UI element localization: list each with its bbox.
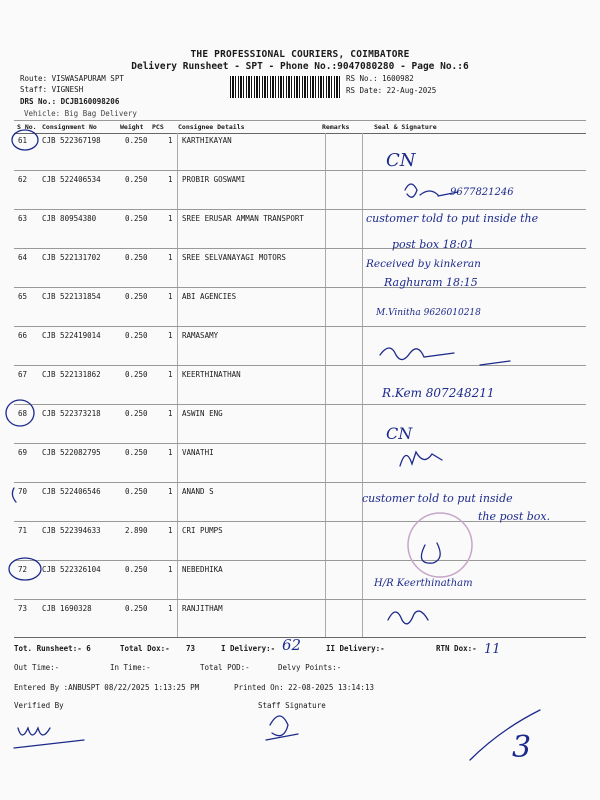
row-consignment: CJB 522373218 bbox=[42, 409, 101, 418]
total-dox-value: 73 bbox=[186, 644, 196, 653]
row-weight: 0.250 bbox=[125, 409, 148, 418]
rs-number: RS No.: 1600982 bbox=[346, 74, 414, 83]
row-sno: 63 bbox=[18, 214, 28, 223]
staff-signature-label: Staff Signature bbox=[258, 701, 326, 710]
row-pcs: 1 bbox=[168, 175, 173, 184]
row-sno: 69 bbox=[18, 448, 28, 457]
handwritten-note: customer told to put inside the bbox=[366, 212, 539, 225]
in-time: In Time:- bbox=[110, 663, 151, 672]
row-consignee: SREE SELVANAYAGI MOTORS bbox=[182, 253, 286, 262]
row-consignment: CJB 80954380 bbox=[42, 214, 97, 223]
handwritten-note: Raghuram 18:15 bbox=[384, 276, 478, 289]
col-pcs: PCS bbox=[152, 123, 164, 131]
row-weight: 0.250 bbox=[125, 604, 148, 613]
row-consignment: CJB 522367198 bbox=[42, 136, 101, 145]
row-pcs: 1 bbox=[168, 292, 173, 301]
handwritten-note: post box 18:01 bbox=[392, 238, 475, 251]
row-weight: 0.250 bbox=[125, 292, 148, 301]
row-weight: 0.250 bbox=[125, 448, 148, 457]
row-consignee: KEERTHINATHAN bbox=[182, 370, 241, 379]
row-pcs: 1 bbox=[168, 604, 173, 613]
handwritten-note: H/R Keerthinatham bbox=[374, 578, 473, 589]
row-consignee: NEBEDHIKA bbox=[182, 565, 223, 574]
drs-value: DCJB160098206 bbox=[60, 97, 120, 106]
total-dox-label: Total Dox:- bbox=[120, 644, 170, 653]
route-label: Route: VISWASAPURAM SPT bbox=[20, 74, 124, 83]
row-sno: 61 bbox=[18, 136, 28, 145]
row-consignment: CJB 522131862 bbox=[42, 370, 101, 379]
row-consignment: CJB 522406546 bbox=[42, 487, 101, 496]
signature-scribble bbox=[400, 452, 442, 466]
handwritten-note: R.Kem 807248211 bbox=[382, 386, 495, 400]
verified-signature bbox=[14, 728, 84, 748]
col-remarks: Remarks bbox=[322, 123, 350, 131]
col-consignment: Consignment No bbox=[42, 123, 97, 131]
row-consignment: CJB 522326104 bbox=[42, 565, 101, 574]
row-weight: 0.250 bbox=[125, 136, 148, 145]
col-weight: Weight bbox=[120, 123, 144, 131]
row-pcs: 1 bbox=[168, 370, 173, 379]
stamp-circle bbox=[408, 513, 472, 577]
row-weight: 0.250 bbox=[125, 487, 148, 496]
row-consignee: KARTHIKAYAN bbox=[182, 136, 232, 145]
row-pcs: 1 bbox=[168, 487, 173, 496]
handwritten-page-mark: 3 bbox=[512, 730, 532, 765]
row-consignee: PROBIR GOSWAMI bbox=[182, 175, 246, 184]
row-pcs: 1 bbox=[168, 409, 173, 418]
signature-scribble bbox=[380, 348, 510, 365]
row-consignment: CJB 522406534 bbox=[42, 175, 101, 184]
drs-label: DRS No.: bbox=[20, 97, 57, 106]
tot-runsheet: Tot. Runsheet:- 6 bbox=[14, 644, 91, 653]
circle-mark bbox=[12, 130, 38, 150]
row-pcs: 1 bbox=[168, 214, 173, 223]
signature-scribble bbox=[421, 543, 440, 563]
row-pcs: 1 bbox=[168, 448, 173, 457]
row-weight: 2.890 bbox=[125, 526, 148, 535]
col-seal: Seal & Signature bbox=[374, 123, 437, 131]
row-weight: 0.250 bbox=[125, 253, 148, 262]
row-consignment: CJB 522419014 bbox=[42, 331, 101, 340]
printed-on: Printed On: 22-08-2025 13:14:13 bbox=[234, 683, 374, 692]
staff-signature-scribble bbox=[266, 716, 298, 740]
row-weight: 0.250 bbox=[125, 175, 148, 184]
row-sno: 72 bbox=[18, 565, 28, 574]
row-pcs: 1 bbox=[168, 136, 173, 145]
row-pcs: 1 bbox=[168, 253, 173, 262]
row-sno: 68 bbox=[18, 409, 28, 418]
row-pcs: 1 bbox=[168, 331, 173, 340]
handwritten-note: Received by kinkeran bbox=[366, 258, 481, 270]
row-weight: 0.250 bbox=[125, 565, 148, 574]
handwritten-phone: 9677821246 bbox=[450, 187, 514, 198]
signature-scribble bbox=[388, 611, 428, 624]
total-pod: Total POD:- bbox=[200, 663, 250, 672]
row-consignee: RANJITHAM bbox=[182, 604, 223, 613]
row-sno: 62 bbox=[18, 175, 28, 184]
ii-delivery-label: II Delivery:- bbox=[326, 644, 385, 653]
row-consignee: RAMASAMY bbox=[182, 331, 219, 340]
i-delivery-value: 62 bbox=[282, 636, 302, 654]
row-consignment: CJB 522131854 bbox=[42, 292, 101, 301]
i-delivery-label: I Delivery:- bbox=[221, 644, 276, 653]
vehicle-label: Vehicle: Big Bag Delivery bbox=[24, 109, 137, 118]
row-sno: 71 bbox=[18, 526, 28, 535]
staff-label: Staff: VIGNESH bbox=[20, 85, 84, 94]
company-title: THE PROFESSIONAL COURIERS, COIMBATORE bbox=[190, 49, 410, 60]
handwritten-note: M.Vinitha 9626010218 bbox=[376, 308, 481, 318]
row-consignment: CJB 522082795 bbox=[42, 448, 101, 457]
delvy-points: Delvy Points:- bbox=[278, 663, 342, 672]
row-pcs: 1 bbox=[168, 526, 173, 535]
row-consignee: VANATHI bbox=[182, 448, 214, 457]
handwritten-note: customer told to put inside bbox=[362, 492, 513, 505]
row-consignee: CRI PUMPS bbox=[182, 526, 223, 535]
verified-by-label: Verified By bbox=[14, 701, 64, 710]
handwritten-note: CN bbox=[386, 150, 416, 171]
row-sno: 64 bbox=[18, 253, 28, 262]
col-consignee: Consignee Details bbox=[178, 123, 245, 131]
row-weight: 0.250 bbox=[125, 331, 148, 340]
row-pcs: 1 bbox=[168, 565, 173, 574]
bracket-mark bbox=[12, 488, 16, 502]
row-sno: 70 bbox=[18, 487, 28, 496]
row-consignment: CJB 522131702 bbox=[42, 253, 101, 262]
row-sno: 66 bbox=[18, 331, 28, 340]
rs-date: RS Date: 22-Aug-2025 bbox=[346, 86, 437, 95]
row-consignee: ASWIN ENG bbox=[182, 409, 223, 418]
handwritten-note: CN bbox=[386, 424, 413, 443]
runsheet-subtitle: Delivery Runsheet - SPT - Phone No.:9047080280 - Page No.:6 bbox=[131, 61, 469, 72]
row-weight: 0.250 bbox=[125, 370, 148, 379]
col-sno: S No. bbox=[17, 123, 37, 131]
row-weight: 0.250 bbox=[125, 214, 148, 223]
row-sno: 65 bbox=[18, 292, 28, 301]
row-consignee: SREE ERUSAR AMMAN TRANSPORT bbox=[182, 214, 304, 223]
row-consignment: CJB 522394633 bbox=[42, 526, 101, 535]
circle-mark bbox=[9, 558, 41, 580]
circle-mark bbox=[6, 400, 34, 426]
rtn-dox-value: 11 bbox=[484, 642, 501, 657]
row-consignee: ANAND S bbox=[182, 487, 214, 496]
row-sno: 67 bbox=[18, 370, 28, 379]
entered-by: Entered By :ANBUSPT 08/22/2025 1:13:25 PM bbox=[14, 683, 200, 692]
out-time: Out Time:- bbox=[14, 663, 60, 672]
row-consignee: ABI AGENCIES bbox=[182, 292, 237, 301]
row-consignment: CJB 1690328 bbox=[42, 604, 92, 613]
rtn-dox-label: RTN Dox:- bbox=[436, 644, 477, 653]
handwritten-note: the post box. bbox=[478, 510, 551, 523]
row-sno: 73 bbox=[18, 604, 28, 613]
